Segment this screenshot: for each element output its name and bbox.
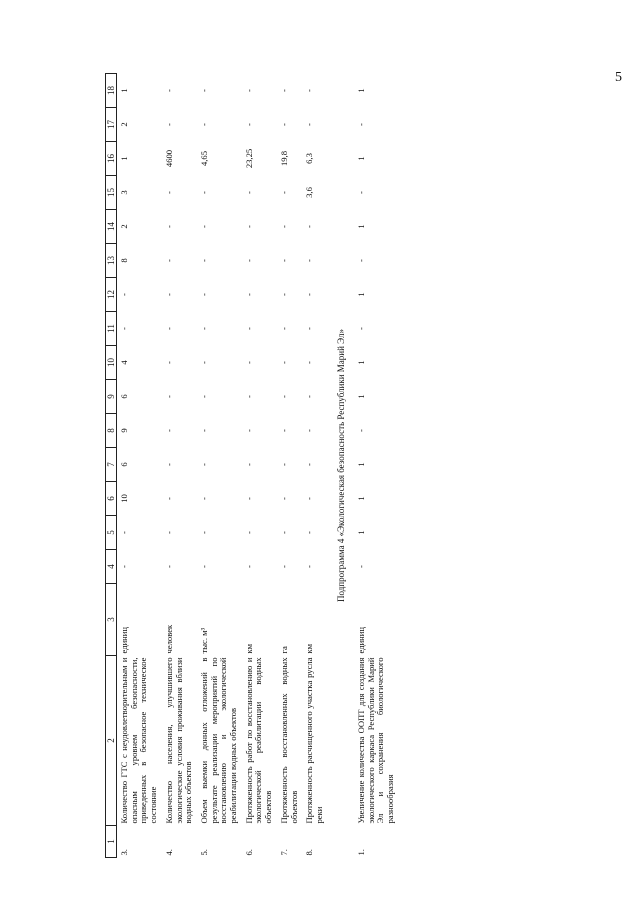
year-value: 4 (119, 360, 129, 365)
row-number: 8. (304, 849, 315, 856)
year-value: - (163, 565, 174, 568)
year-value: - (243, 191, 254, 194)
year-value: - (163, 259, 174, 262)
year-value: - (198, 395, 209, 398)
row-number: 6. (243, 849, 254, 856)
column-header: 16 (106, 142, 117, 176)
indicator-name: Увеличение количества ООПТ для создания экологического каркаса Республики Марий Эл и сохранения биологического разнообразия (355, 657, 395, 824)
year-value: - (198, 565, 209, 568)
row-number: 5. (198, 849, 209, 856)
year-value: - (278, 123, 289, 126)
column-header: 6 (106, 482, 117, 516)
year-value: - (355, 259, 366, 262)
year-value: - (278, 429, 289, 432)
year-value: 9 (119, 428, 129, 433)
column-header: 2 (106, 656, 117, 826)
unit-of-measure: единиц (119, 627, 129, 654)
unit-of-measure: единиц (355, 627, 366, 654)
year-value: - (198, 497, 209, 500)
year-value: 1 (355, 530, 366, 535)
year-value: 1 (355, 88, 366, 93)
year-value: - (163, 429, 174, 432)
year-value: - (163, 327, 174, 330)
year-value: - (355, 327, 366, 330)
year-value: - (304, 89, 315, 92)
year-value: 1 (355, 292, 366, 297)
year-value: - (304, 327, 315, 330)
year-value: - (304, 361, 315, 364)
year-value: 2 (119, 224, 129, 229)
year-value: 8 (119, 258, 129, 263)
year-value: - (198, 123, 209, 126)
column-header: 1 (106, 826, 117, 858)
year-value: - (198, 293, 209, 296)
column-header: 17 (106, 108, 117, 142)
year-value: - (163, 191, 174, 194)
unit-of-measure: человек (163, 624, 174, 654)
row-number: 4. (163, 849, 174, 856)
year-value: - (304, 429, 315, 432)
column-header: 18 (106, 74, 117, 108)
year-value: 4,65 (198, 150, 209, 167)
table-row (162, 74, 197, 858)
row-number: 7. (278, 849, 289, 856)
year-value: - (119, 565, 129, 568)
year-value: - (163, 531, 174, 534)
year-value: - (243, 259, 254, 262)
table-row (277, 74, 302, 858)
year-value: - (355, 565, 366, 568)
year-value: - (243, 395, 254, 398)
year-value: 6 (119, 394, 129, 399)
year-value: - (304, 293, 315, 296)
year-value: - (278, 191, 289, 194)
year-value: 23,25 (243, 148, 254, 169)
unit-of-measure: га (278, 646, 289, 654)
year-value: - (278, 361, 289, 364)
year-value: - (163, 123, 174, 126)
column-header: 12 (106, 278, 117, 312)
year-value: - (243, 565, 254, 568)
column-header: 9 (106, 380, 117, 414)
year-value: - (198, 361, 209, 364)
indicator-name: Протяженность восстановленных водных объектов (278, 657, 299, 824)
year-value: 10 (119, 494, 129, 503)
indicator-name: Протяженность работ по восстановлению и экологической реабилитации водных объектов (243, 657, 274, 824)
year-value: - (278, 497, 289, 500)
indicator-name: Объем выемки донных отложений в результате реализации мероприятий по восстановлению и экологической реабилитации водных объектов (198, 657, 239, 824)
year-value: - (243, 293, 254, 296)
table-row (302, 74, 327, 858)
year-value: - (119, 531, 129, 534)
year-value: - (243, 123, 254, 126)
year-value: 6 (119, 462, 129, 467)
year-value: - (278, 463, 289, 466)
unit-of-measure: тыс. м³ (198, 627, 209, 654)
subprogram-row (328, 74, 354, 858)
year-value: - (278, 89, 289, 92)
year-value: - (243, 361, 254, 364)
year-value: - (163, 497, 174, 500)
year-value: - (198, 429, 209, 432)
year-value: 1 (355, 394, 366, 399)
year-value: - (304, 565, 315, 568)
indicators-table (105, 73, 399, 858)
year-value: 1 (355, 360, 366, 365)
year-value: - (243, 225, 254, 228)
year-value: 1 (119, 88, 129, 93)
year-value: - (198, 191, 209, 194)
column-header: 8 (106, 414, 117, 448)
column-header: 5 (106, 516, 117, 550)
year-value: - (304, 395, 315, 398)
year-value: 19,8 (278, 150, 289, 167)
year-value: - (198, 225, 209, 228)
column-header: 14 (106, 210, 117, 244)
year-value: 1 (355, 462, 366, 467)
year-value: 3 (119, 190, 129, 195)
table-row (354, 74, 399, 858)
year-value: 2 (119, 122, 129, 127)
column-header: 7 (106, 448, 117, 482)
indicator-name: Протяженность расчищенного участка русла реки (304, 657, 324, 824)
year-value: 4600 (163, 149, 174, 168)
year-value: 3,6 (304, 187, 315, 198)
year-value: - (198, 259, 209, 262)
year-value: - (278, 395, 289, 398)
year-value: - (163, 225, 174, 228)
unit-of-measure: км (243, 643, 254, 654)
year-value: - (355, 123, 366, 126)
year-value: - (304, 463, 315, 466)
year-value: - (163, 395, 174, 398)
year-value: - (304, 123, 315, 126)
year-value: - (163, 361, 174, 364)
year-value: - (278, 259, 289, 262)
column-header: 13 (106, 244, 117, 278)
column-header: 10 (106, 346, 117, 380)
subprogram-title: Подпрограмма 4 «Экологическая безопасность Республики Марий Эл» (335, 328, 346, 603)
indicator-name: Количество ГТС с неудовлетворительным и опасным уровнем безопасности, приведенных в безопасное техническое состояние (119, 657, 159, 824)
column-header: 4 (106, 550, 117, 584)
unit-of-measure: км (304, 643, 315, 654)
year-value: - (278, 327, 289, 330)
table-row (197, 74, 242, 858)
year-value: 1 (355, 496, 366, 501)
table-row (242, 74, 277, 858)
year-value: - (355, 191, 366, 194)
row-number: 1. (355, 849, 366, 856)
year-value: - (278, 531, 289, 534)
column-header: 3 (106, 584, 117, 656)
year-value: - (304, 497, 315, 500)
year-value: - (243, 327, 254, 330)
year-value: - (198, 463, 209, 466)
year-value: - (304, 259, 315, 262)
year-value: - (198, 531, 209, 534)
page-number: 5 (615, 70, 622, 85)
table-header-row (106, 74, 117, 858)
year-value: - (278, 565, 289, 568)
year-value: - (304, 225, 315, 228)
year-value: - (198, 89, 209, 92)
table-row (117, 74, 162, 858)
year-value: - (119, 293, 129, 296)
year-value: - (355, 429, 366, 432)
table-body (117, 74, 399, 858)
rotated-table-container (105, 68, 635, 858)
indicator-name: Количество населения, улучшившего экологические условия проживания вблизи водных объектов (163, 657, 194, 824)
year-value: 6,3 (304, 153, 315, 164)
year-value: - (119, 327, 129, 330)
column-header: 11 (106, 312, 117, 346)
year-value: - (243, 463, 254, 466)
year-value: 1 (355, 156, 366, 161)
year-value: - (163, 89, 174, 92)
year-value: - (163, 463, 174, 466)
year-value: 1 (355, 224, 366, 229)
year-value: - (243, 497, 254, 500)
column-header: 15 (106, 176, 117, 210)
year-value: - (243, 429, 254, 432)
year-value: - (278, 225, 289, 228)
year-value: - (163, 293, 174, 296)
row-number: 3. (119, 849, 129, 856)
year-value: - (243, 89, 254, 92)
year-value: 1 (119, 156, 129, 161)
year-value: - (243, 531, 254, 534)
year-value: - (304, 531, 315, 534)
year-value: - (278, 293, 289, 296)
year-value: - (198, 327, 209, 330)
